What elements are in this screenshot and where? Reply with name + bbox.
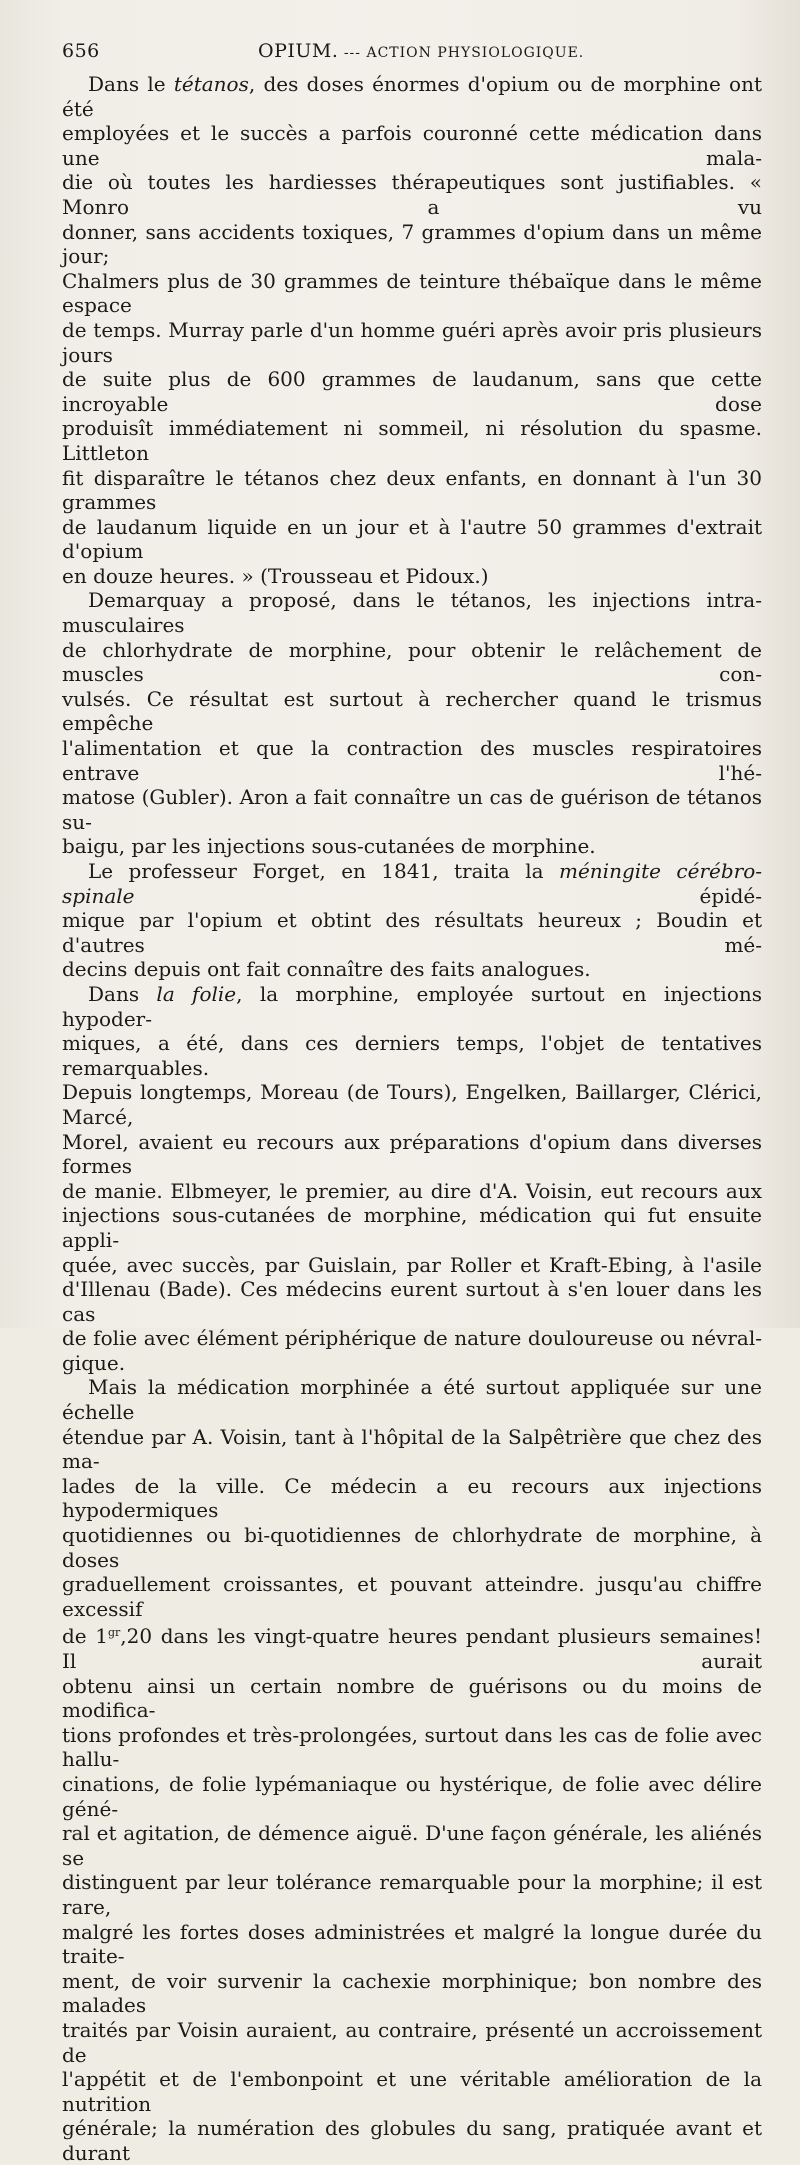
text-run: de chlorhydrate de morphine, pour obtenir le relâchement de muscles con- xyxy=(62,637,762,687)
text-run: mique par l'opium et obtint des résultats heureux ; Boudin et d'autres mé- xyxy=(62,908,762,957)
text-run: vulsés. Ce résultat est surtout à rechercher quand le trismus empêche xyxy=(62,686,762,736)
text-run: Dans xyxy=(88,981,157,1006)
text-line xyxy=(62,1031,762,1080)
text-run: Mais la médication morphinée a été surtout appliquée sur une échelle xyxy=(62,1375,762,1425)
text-run: l'alimentation et que la contraction des muscles respiratoires entrave l'hé- xyxy=(62,736,762,785)
text-line xyxy=(62,687,762,736)
text-line xyxy=(62,2018,762,2067)
italic-term: tétanos xyxy=(173,72,249,96)
text-line xyxy=(62,367,762,416)
text-line xyxy=(62,416,762,465)
text-run: ,20 dans les vingt-quatre heures pendant plusieurs semaines! Il aurait xyxy=(62,1624,762,1673)
text-run: étendue par A. Voisin, tant à l'hôpital de la Salpêtrière que chez des ma- xyxy=(62,1424,762,1474)
text-run: distinguent par leur tolérance remarquable pour la morphine; il est rare, xyxy=(62,1870,762,1919)
text-line xyxy=(62,834,762,859)
text-run: tions profondes et très-prolongées, surtout dans les cas de folie avec hallu- xyxy=(62,1722,762,1772)
text-line xyxy=(62,564,762,589)
text-run: l'appétit et de l'embonpoint et une véritable amélioration de la nutrition xyxy=(62,2067,762,2116)
text-run: épidé- xyxy=(134,883,762,908)
text-run: de laudanum liquide en un jour et à l'autre 50 grammes d'extrait d'opium xyxy=(62,514,762,564)
text-run: ral et agitation, de démence aiguë. D'une façon générale, les aliénés se xyxy=(62,1821,762,1870)
text-line xyxy=(62,1621,762,1673)
text-run: quée, avec succès, par Guislain, par Roller et Kraft-Ebing, à l'asile xyxy=(62,1252,762,1277)
text-run: de temps. Murray parle d'un homme guéri après avoir pris plusieurs jours xyxy=(62,317,762,367)
text-run: graduellement croissantes, et pouvant atteindre. jusqu'au chiffre excessif xyxy=(62,1572,762,1621)
text-run: lades de la ville. Ce médecin a eu recours aux injections hypodermiques xyxy=(62,1473,762,1523)
text-line xyxy=(62,1723,762,1772)
running-title-separator: --- xyxy=(338,45,367,61)
text-line xyxy=(62,1326,762,1351)
text-run: Depuis longtemps, Moreau (de Tours), Engelken, Baillarger, Clérici, Marcé, xyxy=(62,1080,762,1129)
text-run: malgré les fortes doses administrées et malgré la longue durée du traite- xyxy=(62,1919,762,1969)
text-run: employées et le succès a parfois couronné cette médication dans une mala- xyxy=(62,121,762,170)
text-line xyxy=(62,1523,762,1572)
text-run: Le professeur Forget, en 1841, traita la xyxy=(88,859,559,883)
italic-term: méningite cérébro-spinale xyxy=(62,859,763,908)
text-line xyxy=(62,1870,762,1919)
text-line xyxy=(62,1130,762,1179)
text-run: fit disparaître le tétanos chez deux enfants, en donnant à l'un 30 grammes xyxy=(62,465,762,515)
text-line xyxy=(62,785,762,834)
page-header xyxy=(62,40,762,66)
text-run: obtenu ainsi un certain nombre de guérisons ou du moins de modifica- xyxy=(62,1673,762,1723)
body-text xyxy=(62,72,762,2165)
unit-superscript: gr xyxy=(107,1626,121,1640)
text-line xyxy=(62,736,762,785)
text-line xyxy=(62,588,762,637)
text-run: produisît immédiatement ni sommeil, ni résolution du spasme. Littleton xyxy=(62,416,762,465)
text-line xyxy=(62,121,762,170)
text-line xyxy=(62,1277,762,1326)
page-number: 656 xyxy=(62,40,100,62)
text-run: die où toutes les hardiesses thérapeutiques sont justifiables. « Monro a vu xyxy=(62,170,762,219)
text-line xyxy=(62,908,762,957)
text-run: matose (Gubler). Aron a fait connaître un cas de guérison de tétanos su- xyxy=(62,785,762,834)
text-run: de suite plus de 600 grammes de laudanum, sans que cette incroyable dose xyxy=(62,367,762,416)
running-title-sub: ACTION PHYSIOLOGIQUE. xyxy=(366,45,585,61)
text-run: gique. xyxy=(62,1350,126,1375)
text-line xyxy=(62,1425,762,1474)
text-run: donner, sans accidents toxiques, 7 grammes d'opium dans un même jour; xyxy=(62,219,762,269)
text-run: Morel, avaient eu recours aux préparations d'opium dans diverses formes xyxy=(62,1129,762,1179)
text-run: baigu, par les injections sous-cutanées de morphine. xyxy=(62,834,596,859)
text-line xyxy=(62,1920,762,1969)
text-run: injections sous-cutanées de morphine, médication qui fut ensuite appli- xyxy=(62,1203,762,1252)
text-run: de manie. Elbmeyer, le premier, au dire d'A. Voisin, eut recours aux xyxy=(62,1178,762,1203)
text-line xyxy=(62,466,762,515)
text-run: en douze heures. » (Trousseau et Pidoux.) xyxy=(62,563,489,588)
text-run: cinations, de folie lypémaniaque ou hystérique, de folie avec délire géné- xyxy=(62,1771,762,1821)
text-line xyxy=(62,982,762,1031)
text-line xyxy=(62,2067,762,2116)
text-line xyxy=(62,1080,762,1129)
text-run: miques, a été, dans ces derniers temps, l'objet de tentatives remarquables. xyxy=(62,1031,762,1080)
text-run: Dans le xyxy=(88,72,174,96)
text-line xyxy=(62,2116,762,2165)
text-line xyxy=(62,859,762,908)
text-line xyxy=(62,1969,762,2018)
text-line xyxy=(62,1674,762,1723)
text-run: traités par Voisin auraient, au contraire, présenté un accroissement de xyxy=(62,2017,762,2067)
text-run: d'Illenau (Bade). Ces médecins eurent surtout à s'en louer dans les cas xyxy=(62,1277,762,1326)
italic-term: la folie xyxy=(156,981,237,1006)
text-run: générale; la numération des globules du sang, pratiquée avant et durant xyxy=(62,2116,762,2165)
running-title-main: OPIUM. xyxy=(258,40,339,62)
text-line xyxy=(62,72,762,121)
text-line xyxy=(62,1474,762,1523)
text-run: , la morphine, employée surtout en injections hypoder- xyxy=(62,981,763,1031)
text-run: Demarquay a proposé, dans le tétanos, les injections intra-musculaires xyxy=(62,588,762,638)
text-run: quotidiennes ou bi-quotidiennes de chlorhydrate de morphine, à doses xyxy=(62,1523,762,1572)
text-line xyxy=(62,269,762,318)
text-run: Chalmers plus de 30 grammes de teinture thébaïque dans le même espace xyxy=(62,268,762,318)
text-line xyxy=(62,1179,762,1204)
text-line xyxy=(62,1253,762,1278)
text-line xyxy=(62,957,762,982)
text-run: ment, de voir survenir la cachexie morphinique; bon nombre des malades xyxy=(62,1968,762,2018)
text-line xyxy=(62,1772,762,1821)
text-run: de folie avec élément périphérique de nature douloureuse ou névral- xyxy=(62,1326,762,1351)
text-run: decins depuis ont fait connaître des faits analogues. xyxy=(62,957,591,982)
text-line xyxy=(62,1572,762,1621)
text-line xyxy=(62,1375,762,1424)
text-line xyxy=(62,220,762,269)
running-title xyxy=(258,40,584,62)
text-line xyxy=(62,515,762,564)
text-line xyxy=(62,638,762,687)
text-line xyxy=(62,170,762,219)
text-line xyxy=(62,1351,762,1376)
text-line xyxy=(62,1203,762,1252)
text-run: de 1 xyxy=(62,1624,108,1649)
text-line xyxy=(62,1821,762,1870)
text-line xyxy=(62,318,762,367)
text-run: , des doses énormes d'opium ou de morphine ont été xyxy=(62,72,762,121)
